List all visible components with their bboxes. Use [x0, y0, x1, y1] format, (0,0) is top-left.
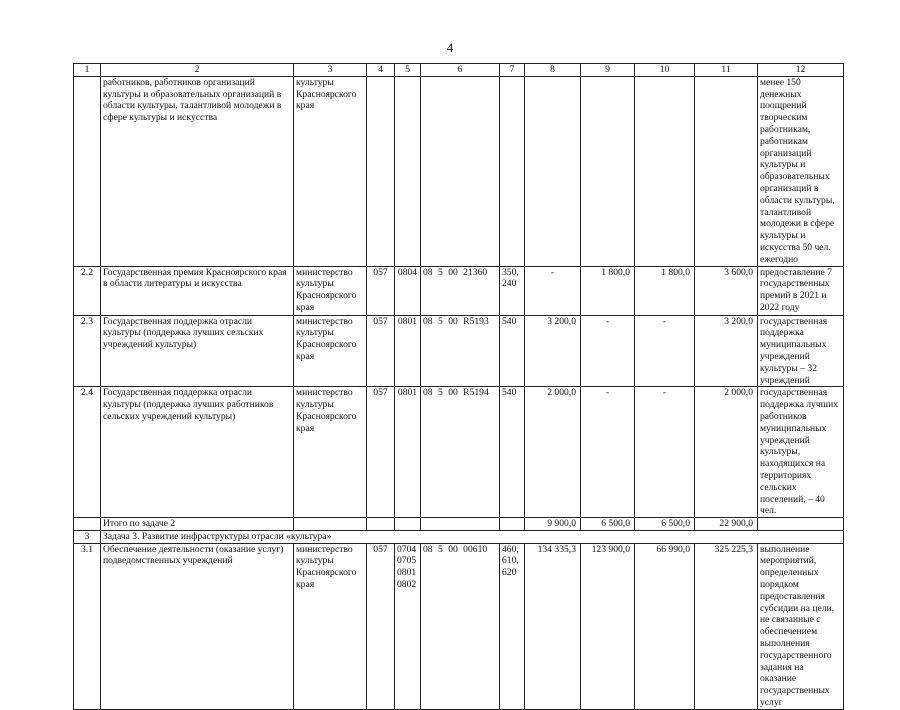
cell-rzpr: 0801 [395, 387, 421, 518]
col-header: 7 [500, 64, 525, 77]
cell-name: Государственная поддержка отрасли культуры (поддержка лучших работников сельских учреждений культуры) [101, 387, 294, 518]
cell-name: Обеспечение деятельности (оказание услуг) подведомственных учреждений [101, 543, 294, 709]
cell-ministry: министерство культуры Красноярского края [294, 387, 367, 518]
header-row [74, 64, 844, 77]
cell-rzpr: 0801 [395, 315, 421, 387]
cell-total [695, 76, 758, 266]
cell-num: 2.2 [74, 266, 101, 315]
cell-vr: 460, 610, 620 [500, 543, 525, 709]
col-header: 5 [395, 64, 421, 77]
col-header: 4 [367, 64, 395, 77]
cell-name: Государственная поддержка отрасли культуры (поддержка лучших сельских учреждений культуры) [101, 315, 294, 387]
cell-y1: 9 900,0 [525, 518, 581, 531]
cell-y1: 134 335,3 [525, 543, 581, 709]
cell-total: 2 000,0 [695, 387, 758, 518]
cell-rzpr: 0704 0705 0801 0802 [395, 543, 421, 709]
cell-ministry: министерство культуры Красноярского края [294, 543, 367, 709]
cell-num: 2.3 [74, 315, 101, 387]
cell-ministry: министерство культуры Красноярского края [294, 315, 367, 387]
cell-vr [500, 518, 525, 531]
section-row [74, 530, 844, 543]
col-header: 1 [74, 64, 101, 77]
cell-ministry: министерство культуры Красноярского края [294, 266, 367, 315]
cell-grbs: 057 [367, 543, 395, 709]
cell-y1 [525, 76, 581, 266]
cell-y3: - [635, 387, 695, 518]
cell-grbs: 057 [367, 315, 395, 387]
cell-name: работников, работников организаций культуры и образовательных организаций в области культуры, талантливой молодежи в сфере культуры и искусства [101, 76, 294, 266]
cell-csr [421, 518, 500, 531]
cell-num: 3.1 [74, 543, 101, 709]
cell-vr [500, 76, 525, 266]
col-header: 9 [581, 64, 635, 77]
cell-y3: 66 990,0 [635, 543, 695, 709]
cell-ministry [294, 518, 367, 531]
col-header: 10 [635, 64, 695, 77]
cell-name: Государственная премия Красноярского края в области литературы и искусства [101, 266, 294, 315]
cell-num: 2.4 [74, 387, 101, 518]
cell-total: 3 600,0 [695, 266, 758, 315]
cell-csr [421, 76, 500, 266]
cell-csr: 08 5 00 21360 [421, 266, 500, 315]
cell-grbs: 057 [367, 266, 395, 315]
cell-result: государственная поддержка лучших работников муниципальных учреждений культуры, находящихся на территориях сельских поселений, – 40 чел. [758, 387, 844, 518]
cell-y2: - [581, 315, 635, 387]
cell-y3 [635, 76, 695, 266]
cell-rzpr [395, 76, 421, 266]
col-header: 2 [101, 64, 294, 77]
cell-y3: - [635, 315, 695, 387]
cell-y3: 1 800,0 [635, 266, 695, 315]
cell-y2 [581, 76, 635, 266]
cell-vr: 540 [500, 387, 525, 518]
table-row [74, 76, 844, 266]
cell-y1: - [525, 266, 581, 315]
col-header: 11 [695, 64, 758, 77]
cell-vr: 540 [500, 315, 525, 387]
cell-grbs: 057 [367, 387, 395, 518]
cell-result [758, 518, 844, 531]
cell-grbs [367, 76, 395, 266]
page-number: 4 [446, 40, 454, 55]
table-row [74, 315, 844, 387]
section-number: 3 [74, 530, 101, 543]
table-row [74, 387, 844, 518]
col-header: 3 [294, 64, 367, 77]
section-title: Задача 3. Развитие инфраструктуры отрасли «культура» [101, 530, 844, 543]
cell-total: 22 900,0 [695, 518, 758, 531]
subtotal-row [74, 518, 844, 531]
cell-name: Итого по задаче 2 [101, 518, 294, 531]
cell-csr: 08 5 00 00610 [421, 543, 500, 709]
cell-result: выполнение мероприятий, определенных порядком предоставления субсидии на цели, не связанные с обеспечением выполнения государственного задания на оказание государственных услуг [758, 543, 844, 709]
cell-y2: 6 500,0 [581, 518, 635, 531]
table-row [74, 266, 844, 315]
cell-y2: 1 800,0 [581, 266, 635, 315]
cell-result: государственная поддержка муниципальных учреждений культуры – 32 учреждений [758, 315, 844, 387]
cell-rzpr [395, 518, 421, 531]
cell-rzpr: 0804 [395, 266, 421, 315]
cell-y2: 123 900,0 [581, 543, 635, 709]
cell-num [74, 76, 101, 266]
cell-result: менее 150 денежных поощрений творческим работникам, работникам организаций культуры и образовательных организаций в области культуры, талантливой молодежи в сфере культуры и искусства 50 чел. ежегодно [758, 76, 844, 266]
cell-total: 325 225,3 [695, 543, 758, 709]
cell-ministry: культуры Красноярского края [294, 76, 367, 266]
table-row [74, 543, 844, 709]
cell-total: 3 200,0 [695, 315, 758, 387]
cell-num [74, 518, 101, 531]
cell-y1: 2 000,0 [525, 387, 581, 518]
cell-grbs [367, 518, 395, 531]
cell-y2: - [581, 387, 635, 518]
cell-y1: 3 200,0 [525, 315, 581, 387]
budget-table [73, 63, 844, 710]
cell-csr: 08 5 00 R5193 [421, 315, 500, 387]
cell-result: предоставление 7 государственных премий в 2021 и 2022 году [758, 266, 844, 315]
col-header: 6 [421, 64, 500, 77]
cell-y3: 6 500,0 [635, 518, 695, 531]
cell-vr: 350, 240 [500, 266, 525, 315]
col-header: 12 [758, 64, 844, 77]
cell-csr: 08 5 00 R5194 [421, 387, 500, 518]
col-header: 8 [525, 64, 581, 77]
